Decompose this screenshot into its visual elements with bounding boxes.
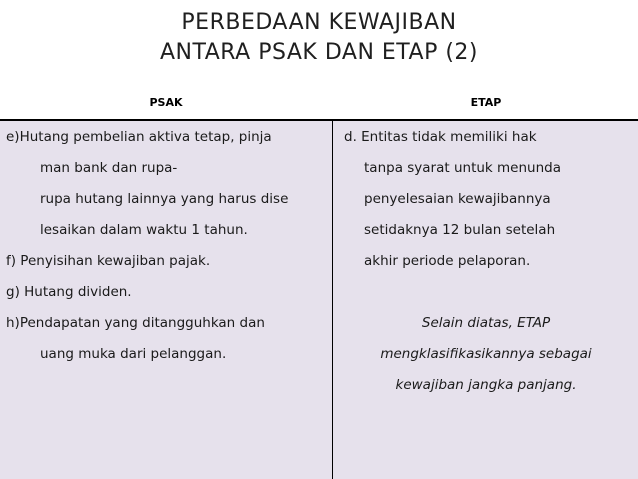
etap-note-line: Selain diatas, ETAP: [421, 315, 551, 331]
etap-line: tanpa syarat untuk menunda: [364, 160, 561, 176]
etap-line: d. Entitas tidak memiliki hak: [344, 129, 537, 145]
etap-note-line: mengklasifikasikannya sebagai: [380, 346, 592, 362]
comparison-table: [0, 86, 638, 479]
column-divider: [332, 121, 333, 479]
etap-note-line: kewajiban jangka panjang.: [395, 377, 577, 393]
psak-line: g) Hutang dividen.: [6, 284, 132, 300]
table-header-row: [0, 86, 638, 121]
psak-line: f) Penyisihan kewajiban pajak.: [6, 253, 211, 269]
title-line-2: ANTARA PSAK DAN ETAP (2): [160, 40, 478, 65]
psak-line: e)Hutang pembelian aktiva tetap, pinja: [6, 129, 272, 145]
psak-line: lesaikan dalam waktu 1 tahun.: [40, 222, 248, 238]
title-line-1: PERBEDAAN KEWAJIBAN: [181, 10, 457, 35]
slide-title: [0, 8, 638, 68]
etap-line: penyelesaian kewajibannya: [364, 191, 551, 207]
psak-line: uang muka dari pelanggan.: [40, 346, 227, 362]
etap-line: akhir periode pelaporan.: [364, 253, 531, 269]
etap-line: setidaknya 12 bulan setelah: [364, 222, 556, 238]
table-body-row: [0, 121, 638, 479]
psak-line: man bank dan rupa-: [40, 160, 178, 176]
psak-line: rupa hutang lainnya yang harus dise: [40, 191, 289, 207]
psak-line: h)Pendapatan yang ditangguhkan dan: [6, 315, 265, 331]
header-etap: ETAP: [470, 96, 502, 109]
header-psak: PSAK: [149, 96, 183, 109]
